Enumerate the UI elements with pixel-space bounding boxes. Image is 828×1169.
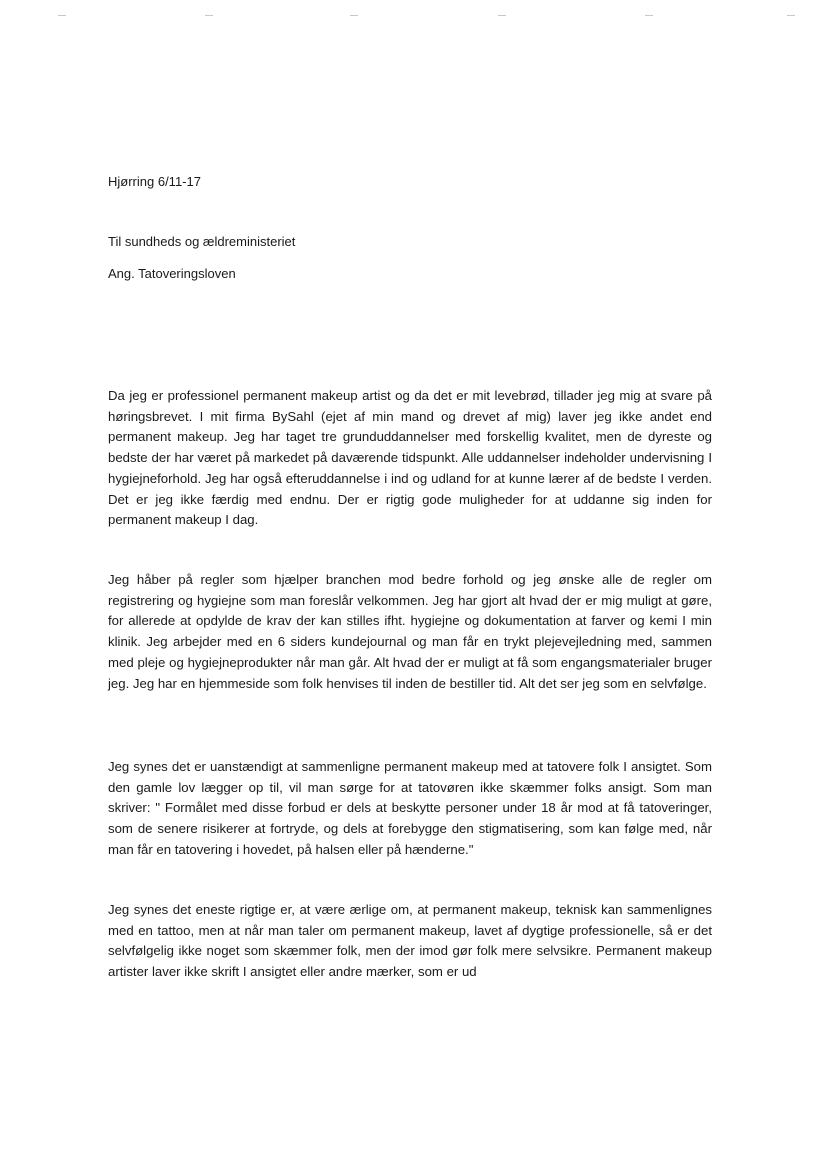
subject-line: Ang. Tatoveringsloven (108, 266, 236, 281)
scan-artifact (787, 15, 795, 16)
paragraph-3: Jeg synes det er uanstændigt at sammenligne permanent makeup med at tatovere folk I ansigtet. Som den gamle lov lægger op til, vil man sørge for at tatovøren ikke skæmmer folks ansigt. Som man skriver: " Formålet med disse forbud er dels at beskytte personer under 18 år mod at få tatoveringer, som de senere risikerer at fortryde, og dels at forebygge den stigmatisering, som kan følge med, når man får en tatovering i hovedet, på halsen eller på hænderne." (108, 759, 712, 857)
paragraph-4: Jeg synes det eneste rigtige er, at være ærlige om, at permanent makeup, teknisk kan sammenlignes med en tattoo, men at når man taler om permanent makeup, lavet af dygtige professionelle, så er det selvfølgelig ikke noget som skæmmer folk, men der imod gør folk mere selvsikre. Permanent makeup artister laver ikke skrift I ansigtet eller andre mærker, som er ud (108, 902, 712, 980)
place-date: Hjørring 6/11-17 (108, 174, 201, 189)
scan-artifact (498, 15, 506, 16)
scan-artifact (645, 15, 653, 16)
scan-artifact (58, 15, 66, 16)
recipient: Til sundheds og ældreministeriet (108, 234, 296, 249)
scan-artifact (350, 15, 358, 16)
scan-artifact (205, 15, 213, 16)
paragraph-2: Jeg håber på regler som hjælper branchen mod bedre forhold og jeg ønske alle de regler om registrering og hygiejne som man foreslår velkommen. Jeg har gjort alt hvad der er mig muligt at gøre, for allerede at opdylde de krav der kan stilles ifht. hygiejne og dokumentation at farver og kemi I min klinik. Jeg arbejder med en 6 siders kundejournal og man får en trykt plejevejledning med, sammen med pleje og hygiejneprodukter når man går. Alt hvad der er muligt at få som engangsmaterialer bruger jeg. Jeg har en hjemmeside som folk henvises til inden de bestiller tid. Alt det ser jeg som en selvfølge. (108, 572, 712, 691)
paragraph-1: Da jeg er professionel permanent makeup artist og da det er mit levebrød, tillader jeg mig at svare på høringsbrevet. I mit firma BySahl (ejet af min mand og drevet af mig) laver jeg ikke andet end permanent makeup. Jeg har taget tre grunduddannelser med forskellig kvalitet, men de dyreste og bedste der har været på markedet på daværende tidspunkt. Alle uddannelser indeholder undervisning I hygiejneforhold. Jeg har også efteruddannelse i ind og udland for at kunne lærer af de bedste I verden. Det er jeg ikke færdig med endnu. Der er rigtig gode muligheder for at uddanne sig inden for permanent makeup I dag. (108, 388, 712, 528)
